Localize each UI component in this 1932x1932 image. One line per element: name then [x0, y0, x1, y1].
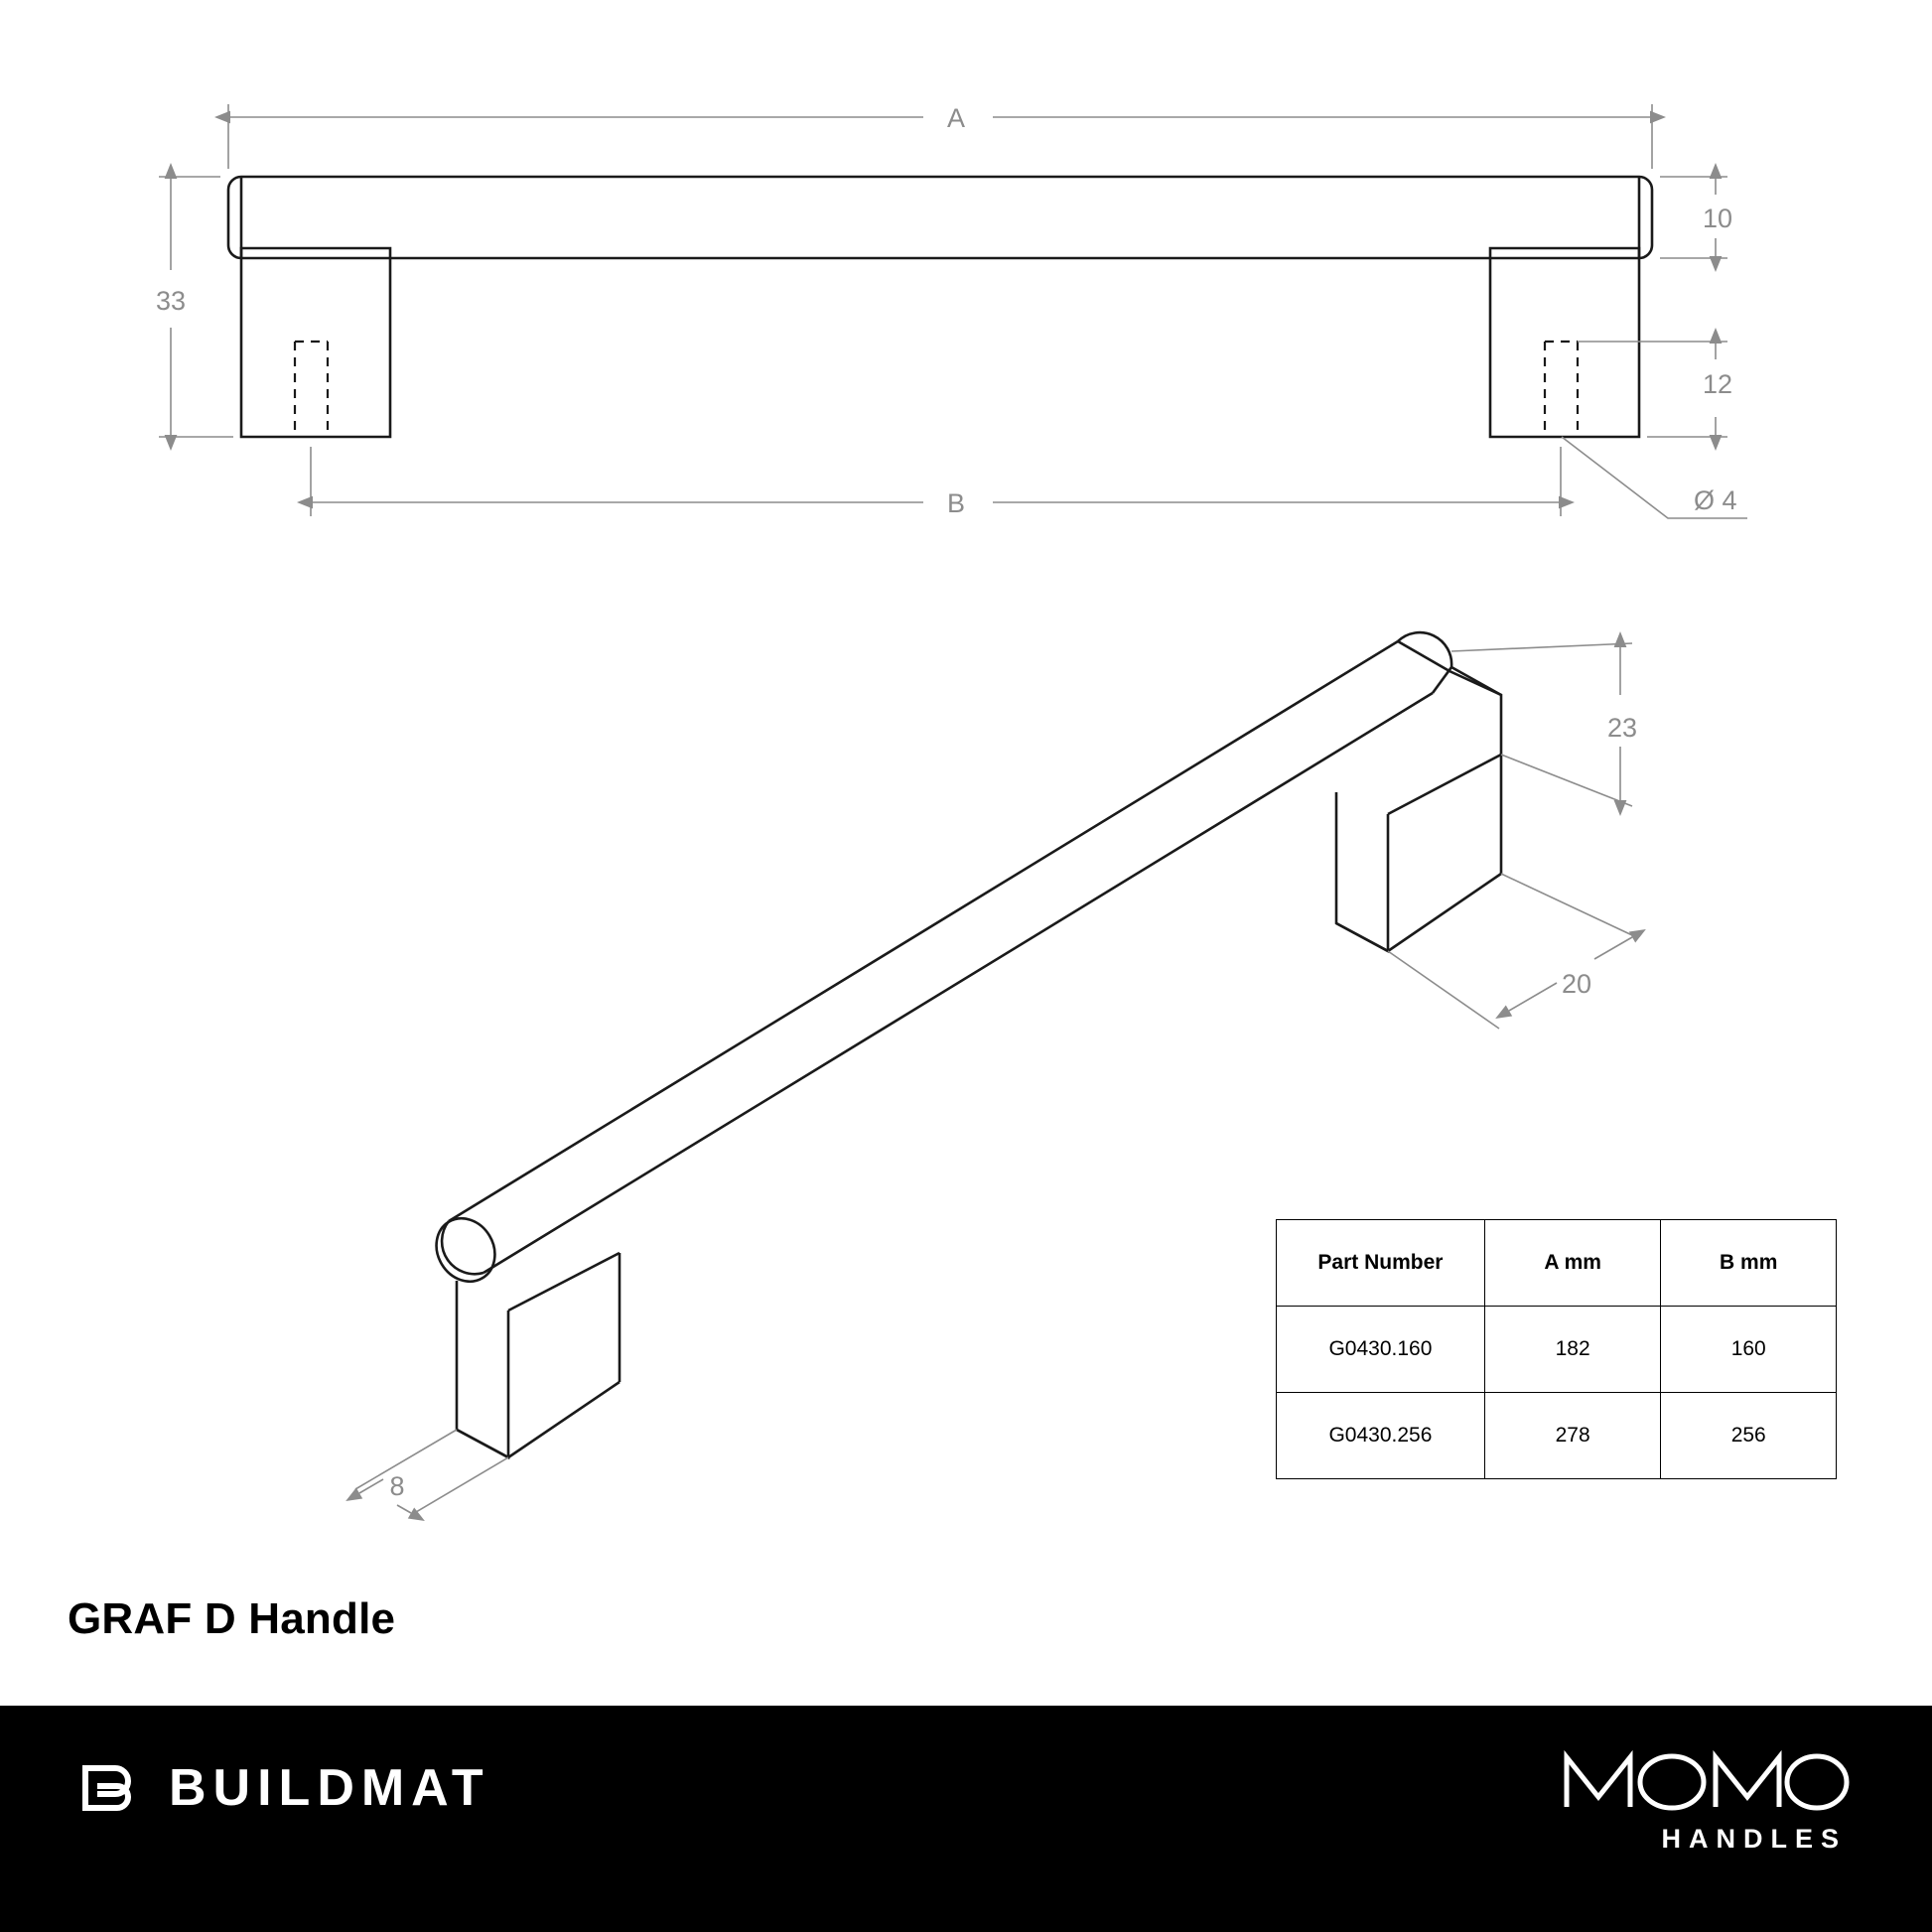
- table-row: [1277, 1307, 1837, 1393]
- dimension-8-label: 8: [389, 1471, 405, 1501]
- cell-b-mm: 256: [1661, 1393, 1837, 1479]
- cell-b-mm: 160: [1661, 1307, 1837, 1393]
- buildmat-wordmark: BUILDMAT: [169, 1759, 490, 1817]
- dimension-A: [228, 104, 1652, 169]
- momo-wordmark: [1561, 1747, 1851, 1818]
- momo-brand: [1561, 1747, 1851, 1855]
- momo-subtitle: HANDLES: [1661, 1824, 1847, 1854]
- spec-table: [1276, 1219, 1837, 1479]
- cell-a-mm: 182: [1484, 1307, 1661, 1393]
- page-title: GRAF D Handle: [68, 1594, 396, 1643]
- front-view-geometry: [228, 177, 1652, 437]
- table-header-b-mm: B mm: [1661, 1220, 1837, 1307]
- dimension-20-label: 20: [1561, 969, 1592, 999]
- dimension-B-label: B: [946, 488, 966, 518]
- hidden-hole-lines: [295, 342, 1578, 437]
- buildmat-brand: [77, 1755, 490, 1821]
- buildmat-b-logo-icon: [77, 1755, 143, 1821]
- dimension-23: [1451, 643, 1632, 806]
- table-header-part-number: Part Number: [1277, 1220, 1485, 1307]
- dimension-hole-diameter-label: Ø 4: [1694, 485, 1737, 515]
- cell-part-number: G0430.160: [1277, 1307, 1485, 1393]
- table-header-row: [1277, 1220, 1837, 1307]
- dimension-10-label: 10: [1702, 204, 1733, 233]
- dimension-B: [311, 447, 1561, 516]
- dimension-8: [355, 1430, 508, 1515]
- dimension-12-label: 12: [1702, 369, 1733, 399]
- cell-a-mm: 278: [1484, 1393, 1661, 1479]
- table-row: [1277, 1393, 1837, 1479]
- footer-bar: [0, 1706, 1932, 1932]
- dimension-20: [1388, 874, 1632, 1029]
- dimension-33-label: 33: [155, 286, 187, 316]
- dimension-A-label: A: [946, 103, 966, 133]
- cell-part-number: G0430.256: [1277, 1393, 1485, 1479]
- table-header-a-mm: A mm: [1484, 1220, 1661, 1307]
- dimension-23-label: 23: [1606, 713, 1638, 743]
